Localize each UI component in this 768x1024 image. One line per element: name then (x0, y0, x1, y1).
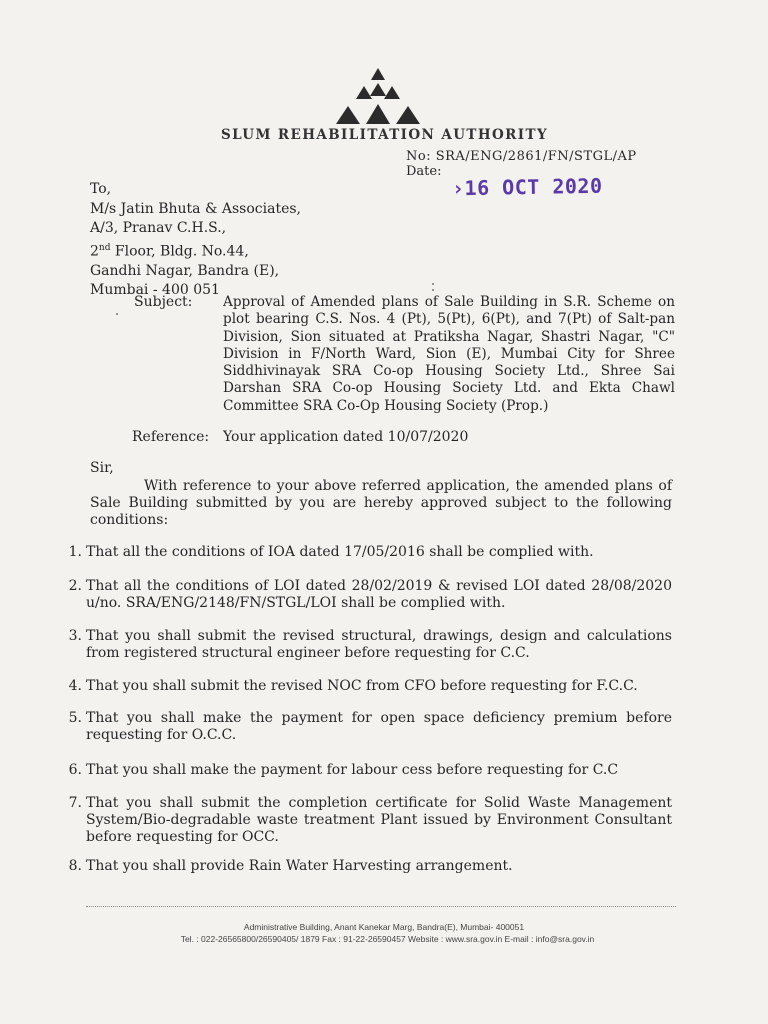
reference-label: Reference: (132, 429, 210, 445)
date-stamp: ›16 OCT 2020 (451, 173, 603, 201)
condition-item: 2. That all the conditions of LOI dated 28/02/2019 & revised LOI dated 28/08/2020 u/no. SRA/ENG/2148/FN/STGL/LOI shall be complied with. (68, 578, 672, 611)
subject-text: Approval of Amended plans of Sale Building in S.R. Scheme on plot bearing C.S. Nos. 4 (Pt), 5(Pt), 6(Pt), and 7(Pt) of Salt-pan Division, Sion situated at Pratiksha Nagar, Shastri Nagar, "C" Division in F/North Ward, Sion (E), Mumbai City for Shree Siddhivinayak SRA Co-op Housing Society Ltd., Shree Sai Darshan SRA Co-op Housing Society Ltd. and Ekta Chawl Committee SRA Co-Op Housing Society (Prop.) (223, 294, 675, 414)
addressee-line-5: Mumbai - 400 051 (90, 282, 220, 299)
addressee-line-2: A/3, Pranav C.H.S., (90, 220, 227, 236)
condition-item: 1. That all the conditions of IOA dated 17/05/2016 shall be complied with. (68, 544, 594, 560)
addressee-block (90, 180, 301, 301)
condition-item: 4. That you shall submit the revised NOC from CFO before requesting for F.C.C. (68, 678, 638, 694)
condition-item: 5. That you shall make the payment for open space deficiency premium before requesting for O.C.C. (68, 710, 672, 743)
addressee-line-1: M/s Jatin Bhuta & Associates, (90, 200, 301, 217)
intro-paragraph: With reference to your above referred application, the amended plans of Sale Building submitted by you are hereby approved subject to the following conditions: (90, 478, 672, 528)
to-label: To, (90, 181, 112, 197)
sra-triangle-logo (328, 66, 428, 126)
organization-name: SLUM REHABILITATION AUTHORITY (220, 127, 549, 143)
date-label: Date: (406, 164, 442, 179)
subject-label: Subject: (134, 294, 193, 310)
footer-address: Administrative Building, Anant Kanekar Marg, Bandra(E), Mumbai- 400051 (243, 922, 525, 932)
addressee-line-3: 2nd Floor, Bldg. No.44, (90, 242, 249, 260)
reference-number: No: SRA/ENG/2861/FN/STGL/AP (406, 149, 637, 164)
salutation: Sir, (90, 460, 114, 476)
addressee-line-4: Gandhi Nagar, Bandra (E), (90, 262, 280, 279)
reference-text: Your application dated 10/07/2020 (223, 429, 469, 445)
condition-item: 8. That you shall provide Rain Water Harvesting arrangement. (68, 858, 513, 874)
condition-item: 6. That you shall make the payment for labour cess before requesting for C.C (68, 762, 619, 778)
footer-divider (86, 906, 676, 907)
condition-item: 7. That you shall submit the completion certificate for Solid Waste Management System/Bio-degradable waste treatment Plant issued by Environment Consultant before requesting for OCC. (68, 795, 672, 845)
condition-item: 3. That you shall submit the revised structural, drawings, design and calculations from registered structural engineer before requesting for C.C. (68, 628, 672, 661)
footer-contact: Tel. : 022-26565800/26590405/ 1879 Fax : 91-22-26590457 Website : www.sra.gov.in E-mail : info@sra.gov.in (180, 934, 595, 944)
